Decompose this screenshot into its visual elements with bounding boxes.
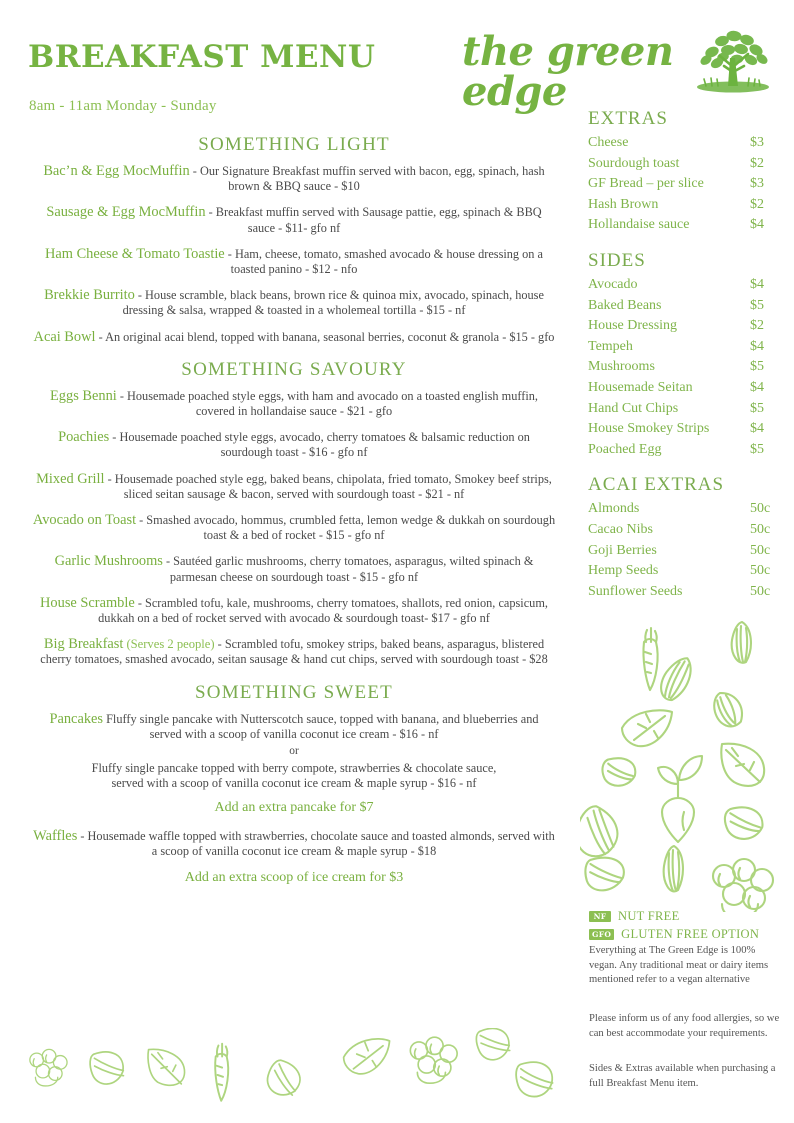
price-row — [588, 582, 788, 603]
section-something-sweet — [18, 682, 570, 886]
price-label: Sourdough toast — [588, 155, 680, 171]
price-label: Avocado — [588, 276, 638, 292]
menu-item-desc: - Scrambled tofu, smokey strips, baked beans, asparagus, blistered cherry tomatoes, smashed avocado, seitan sausage & hand cut chips, served with sourdough toast - $28 — [40, 637, 548, 667]
menu-item — [18, 712, 570, 742]
menu-item-desc: - Our Signature Breakfast muffin served with bacon, egg, spinach, hash brown & BBQ sauce - $10 — [189, 164, 545, 194]
seed-icon — [580, 803, 625, 863]
menu-item — [18, 164, 570, 194]
price-label: House Dressing — [588, 318, 678, 334]
price-label: Baked Beans — [588, 297, 662, 313]
price-label: Almonds — [588, 501, 640, 517]
decorative-vegetables-bottom — [0, 1028, 580, 1123]
price-value: 50c — [750, 542, 771, 558]
extras-sidebar — [588, 108, 788, 602]
price-value: $5 — [750, 441, 764, 457]
seed-icon — [86, 1046, 128, 1088]
price-value: $5 — [750, 359, 764, 375]
sweet-alternative-desc: Fluffy single pancake topped with berry compote, strawberries & chocolate sauce, served with a scoop of vanilla coconut ice cream & maple syrup - $16 - nf — [91, 761, 497, 791]
gfo-badge: GFO — [589, 929, 614, 940]
section-something-light — [18, 134, 570, 345]
decorative-vegetables-right — [580, 612, 794, 912]
price-label: Poached Egg — [588, 441, 662, 457]
broccoli-icon — [30, 1049, 67, 1086]
seed-icon — [722, 802, 766, 844]
menu-item-desc: - Housemade waffle topped with strawberries, chocolate sauce and toasted almonds, served with a scoop of vanilla coconut ice cream & maple syrup - $18 — [77, 828, 555, 858]
menu-item-desc: - Scrambled tofu, kale, mushrooms, cherry tomatoes, shallots, red onion, capsicum, dukkah on a bed of rocket served with avocado & sourdough toast- $17 - gfo nf — [98, 595, 548, 626]
menu-item-desc: - Housemade poached style eggs, with ham and avocado on a toasted english muffin, covered in hollandaise sauce - $21 - gfo — [116, 388, 538, 419]
price-row — [588, 316, 788, 337]
price-label: Hash Brown — [588, 196, 659, 212]
price-label: Goji Berries — [588, 542, 657, 558]
price-row — [588, 174, 788, 195]
price-label: Cheese — [588, 135, 629, 150]
price-row — [588, 520, 788, 541]
addon-extra-pancake: Add an extra pancake for $7 — [214, 799, 374, 815]
leaf-icon — [622, 710, 672, 746]
price-row — [588, 154, 788, 175]
sides-availability-note: Sides & Extras available when purchasing a full Breakfast Menu item. — [589, 1063, 776, 1089]
menu-item — [18, 829, 570, 859]
legend-row-nut-free — [589, 908, 789, 924]
menu-item-name: Brekkie Burrito — [44, 287, 135, 304]
price-value: $4 — [750, 379, 764, 395]
menu-item-name: Poachies — [58, 429, 110, 446]
menu-item-name: Avocado on Toast — [32, 512, 137, 529]
price-value: $4 — [750, 217, 764, 233]
nf-badge: NF — [589, 911, 611, 922]
menu-item — [18, 389, 570, 419]
vegan-note: Everything at The Green Edge is 100% vegan. Any traditional meat or dairy items mentioned refer to a vegan alternative — [589, 945, 769, 986]
price-label: Housemade Seitan — [588, 379, 693, 395]
legend-row-gluten-free — [589, 926, 789, 942]
menu-item-name: Garlic Mushrooms — [54, 553, 163, 570]
price-row — [588, 499, 788, 520]
menu-item-desc: - Breakfast muffin served with Sausage pattie, egg, spinach & BBQ sauce - $11- gfo nf — [205, 205, 542, 235]
menu-item-serves: (Serves 2 people) — [126, 637, 215, 652]
menu-item — [18, 472, 570, 502]
price-row — [588, 215, 788, 236]
seed-icon — [472, 1028, 514, 1064]
price-label: Sunflower Seeds — [588, 583, 683, 599]
price-row — [588, 561, 788, 582]
tree-icon — [692, 26, 774, 98]
price-label: Tempeh — [588, 338, 633, 354]
menu-item — [18, 430, 570, 460]
price-row — [588, 337, 788, 358]
legend-label: NUT FREE — [618, 908, 680, 923]
price-row — [588, 399, 788, 420]
price-value: $5 — [750, 297, 764, 313]
seed-icon — [655, 653, 698, 704]
seed-icon — [264, 1058, 304, 1099]
price-row — [588, 419, 788, 440]
price-value: $2 — [750, 155, 764, 171]
price-row — [588, 357, 788, 378]
brand-logo — [462, 26, 774, 115]
sides-title: SIDES — [588, 249, 646, 271]
menu-item-name: Big Breakfast — [43, 636, 124, 653]
menu-item-desc: Fluffy single pancake with Nutterscotch sauce, topped with banana, and blueberries and served with a scoop of vanilla coconut ice cream - $16 - nf — [103, 711, 539, 741]
seed-icon — [709, 688, 746, 731]
menu-item-desc: - Ham, cheese, tomato, smashed avocado & house dressing on a toasted panino - $12 - nfo — [224, 246, 543, 277]
menu-item-name: Mixed Grill — [36, 470, 105, 487]
carrot-icon — [215, 1044, 228, 1101]
price-value: $2 — [750, 196, 764, 212]
price-label: Hollandaise sauce — [588, 217, 690, 233]
price-value: $3 — [750, 135, 764, 150]
broccoli-icon — [410, 1037, 457, 1083]
acai-extras-title: ACAI EXTRAS — [588, 474, 725, 496]
sweet-or-label: or — [289, 745, 299, 758]
legend-label: GLUTEN FREE OPTION — [621, 926, 760, 941]
menu-item-name: Pancakes — [49, 710, 104, 727]
price-label: Mushrooms — [588, 359, 655, 375]
menu-item-name: Bac’n & Egg MocMuffin — [43, 163, 190, 179]
price-row — [588, 133, 788, 154]
leaf-icon — [148, 1049, 185, 1085]
seed-icon — [732, 622, 751, 663]
price-value: 50c — [750, 583, 771, 599]
menu-item-desc: - House scramble, black beans, brown rice & quinoa mix, avocado, spinach, house dressing & salsa, wrapped & toasted in a wholemeal tortilla - $15 - nf — [122, 288, 544, 318]
allergy-note: Please inform us of any food allergies, so we can best accommodate your requirements. — [589, 1013, 780, 1039]
section-title: SOMETHING SWEET — [195, 681, 393, 703]
price-value: 50c — [750, 521, 771, 537]
menu-item — [18, 330, 570, 345]
menu-item-name: Waffles — [33, 827, 78, 844]
menu-item-name: Acai Bowl — [33, 328, 96, 345]
menu-item-desc: - An original acai blend, topped with banana, seasonal berries, coconut & granola - $15 - gfo — [95, 329, 555, 344]
leaf-icon — [721, 744, 764, 786]
addon-extra-scoop: Add an extra scoop of ice cream for $3 — [184, 870, 404, 886]
page-title: BREAKFAST MENU — [28, 39, 376, 75]
price-value: $4 — [750, 421, 764, 437]
menu-item — [18, 513, 570, 543]
price-row — [588, 195, 788, 216]
seed-icon — [600, 754, 638, 789]
menu-item-desc: - Housemade poached style egg, baked beans, chipolata, fried tomato, Smokey beef strips, sliced seitan sausage & bacon, served with sourdough toast - $21 - nf — [104, 471, 552, 501]
broccoli-icon — [713, 859, 773, 912]
price-label: House Smokey Strips — [588, 421, 710, 437]
menu-item-name: House Scramble — [40, 594, 135, 611]
radish-icon — [658, 756, 702, 842]
seed-icon — [664, 846, 683, 891]
price-value: $2 — [750, 318, 764, 334]
price-value: 50c — [750, 563, 771, 579]
price-value: $3 — [750, 176, 764, 192]
menu-sections — [18, 128, 570, 899]
seed-icon — [512, 1056, 557, 1101]
section-title: SOMETHING SAVOURY — [181, 358, 407, 380]
menu-item-name: Ham Cheese & Tomato Toastie — [45, 245, 225, 262]
price-label: Hemp Seeds — [588, 563, 659, 579]
price-row — [588, 378, 788, 399]
price-label: Cacao Nibs — [588, 521, 653, 537]
menu-item — [18, 247, 570, 277]
opening-hours: 8am - 11am Monday - Sunday — [29, 98, 217, 114]
section-title: SOMETHING LIGHT — [198, 134, 390, 155]
menu-item — [18, 596, 570, 626]
price-row — [588, 275, 788, 296]
leaf-icon — [344, 1039, 390, 1074]
extras-title: EXTRAS — [588, 108, 668, 129]
section-something-savoury — [18, 359, 570, 668]
price-value: 50c — [750, 501, 771, 517]
price-row — [588, 440, 788, 461]
menu-item — [18, 205, 570, 235]
price-label: GF Bread – per slice — [588, 176, 704, 192]
seed-icon — [583, 853, 627, 893]
price-value: $4 — [750, 338, 764, 354]
menu-item-name: Eggs Benni — [50, 387, 117, 404]
menu-item — [18, 554, 570, 584]
price-value: $4 — [750, 276, 764, 292]
menu-item-name: Sausage & Egg MocMuffin — [46, 204, 206, 221]
menu-item — [18, 288, 570, 318]
carrot-icon — [643, 628, 657, 690]
price-row — [588, 296, 788, 317]
menu-item-desc: - Sautéed garlic mushrooms, cherry tomatoes, asparagus, wilted spinach & parmesan cheese on sourdough toast - $15 - gfo nf — [162, 554, 534, 584]
page-header — [0, 0, 794, 115]
menu-item — [18, 637, 570, 667]
price-value: $5 — [750, 400, 764, 416]
menu-item-desc: - Smashed avocado, hommus, crumbled fetta, lemon wedge & dukkah on sourdough toast & a bed of rocket - $15 - gfo nf — [136, 513, 556, 543]
menu-item-desc: - Housemade poached style eggs, avocado, cherry tomatoes & balsamic reduction on sourdough toast - $16 - gfo nf — [109, 430, 530, 460]
price-label: Hand Cut Chips — [588, 400, 679, 416]
dietary-legend — [589, 908, 789, 944]
logo-wordmark: the green edge — [462, 28, 674, 115]
price-row — [588, 541, 788, 562]
